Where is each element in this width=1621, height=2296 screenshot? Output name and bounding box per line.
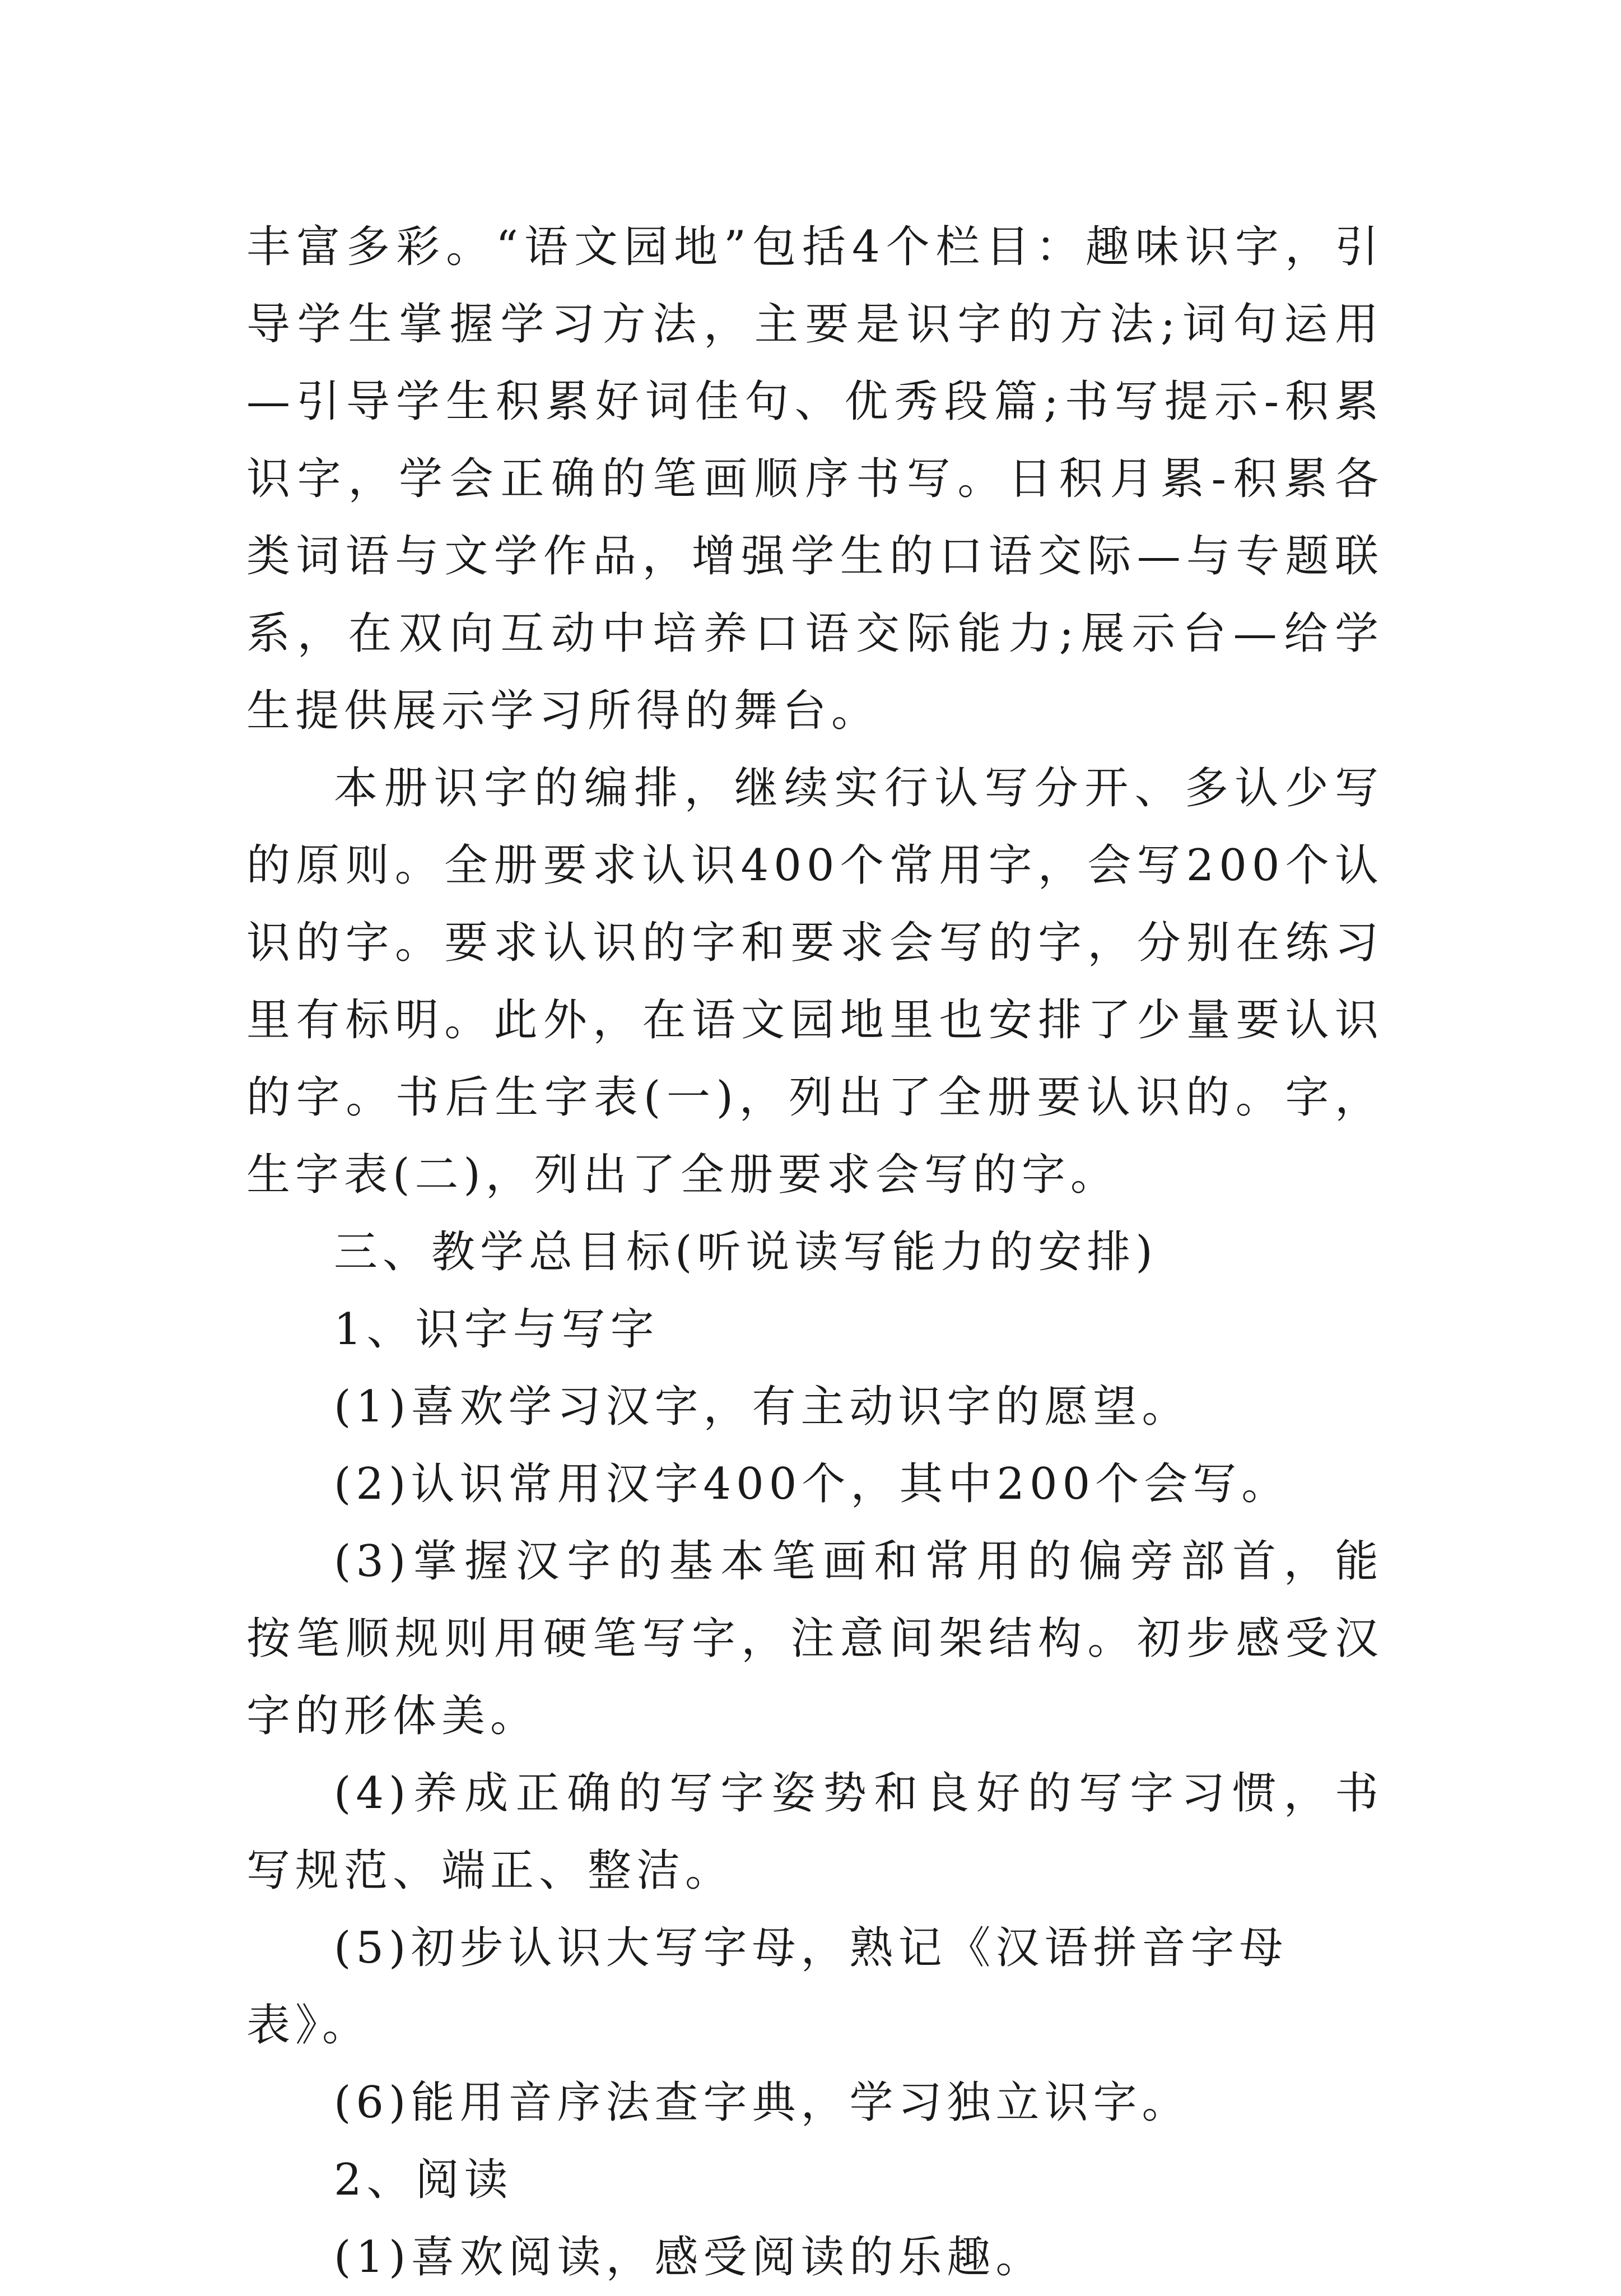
paragraph-yuwen-yuandi: 丰富多彩。“语文园地”包括4个栏目：趣味识字，引导学生掌握学习方法，主要是识字的方法;词句运用—引导学生积累好词佳句、优秀段篇;书写提示-积累识字，学会正确的笔画顺序书写。日积月累-积累各类词语与文学作品，增强学生的口语交际—与专题联系，在双向互动中培养口语交际能力;展示台—给学生提供展示学习所得的舞台。 (246, 222, 1384, 736)
list-item-2: (2)认识常用汉字400个，其中200个会写。 (334, 1459, 1291, 1509)
list-item-6: (6)能用音序法查字典，学习独立识字。 (334, 2077, 1191, 2128)
subsection-heading-reading: 2、阅读 (334, 2155, 513, 2205)
list-item-1: (1)喜欢学习汉字，有主动识字的愿望。 (334, 1382, 1191, 1432)
list-item-5: (5)初步认识大写字母，熟记《汉语拼音字母表》。 (246, 1923, 1288, 2051)
reading-item-1: (1)喜欢阅读，感受阅读的乐趣。 (334, 2232, 1045, 2283)
section-heading-goals: 三、教学总目标(听说读写能力的安排) (334, 1227, 1158, 1277)
paragraph-shizi-bianpai: 本册识字的编排，继续实行认写分开、多认少写的原则。全册要求认识400个常用字，会写200个认识的字。要求认识的字和要求会写的字，分别在练习里有标明。此外，在语文园地里也安排了少量要认识的字。书后生字表(一)，列出了全册要认识的。字，生字表(二)，列出了全册要求会写的字。 (246, 763, 1384, 1200)
list-item-4: (4)养成正确的写字姿势和良好的写字习惯，书写规范、端正、整洁。 (246, 1768, 1384, 1896)
subsection-heading-literacy: 1、识字与写字 (334, 1304, 659, 1355)
list-item-3: (3)掌握汉字的基本笔画和常用的偏旁部首，能按笔顺规则用硬笔写字，注意间架结构。初步感受汉字的形体美。 (246, 1536, 1384, 1741)
document-body (246, 208, 1384, 2296)
